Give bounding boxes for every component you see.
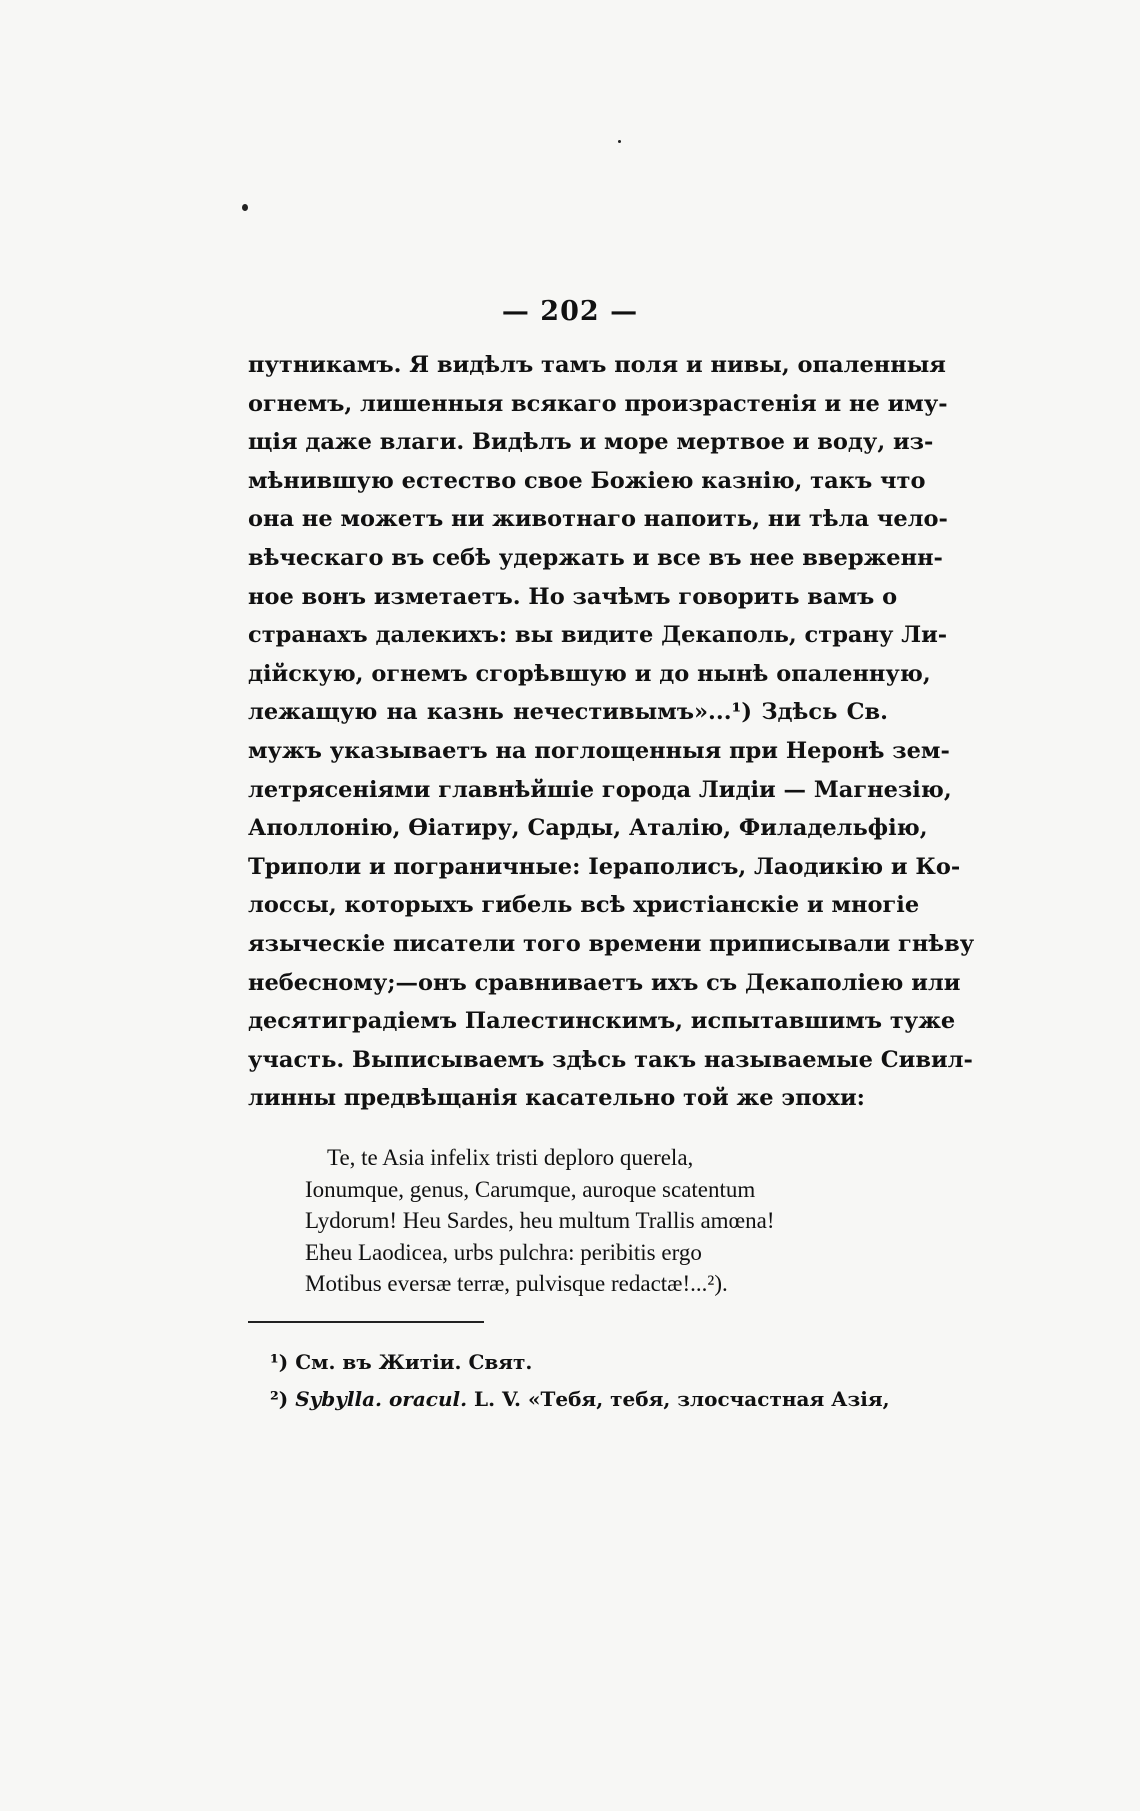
footnote-source-title: Sybylla. oracul.: [295, 1387, 468, 1411]
footnote-1: [270, 1344, 890, 1381]
footnote-marker: ²): [270, 1387, 289, 1411]
text-line: летрясеніями главнѣйшіе города Лидіи — Магнезію,: [248, 776, 952, 803]
page-number: — 202 —: [501, 296, 639, 327]
verse-line: Ionumque, genus, Carumque, auroque scatentum: [305, 1176, 756, 1202]
text-line: участь. Выписываемъ здѣсь такъ называемые Сивил-: [248, 1046, 973, 1073]
verse-line: Motibus eversæ terræ, pulvisque redactæ!...²).: [305, 1271, 728, 1297]
text-line: лоссы, которыхъ гибель всѣ христіанскіе и многіе: [248, 892, 920, 919]
text-line: лежащую на казнь нечестивымъ»...¹) Здѣсь Св.: [248, 699, 888, 726]
footnote-divider: [248, 1321, 484, 1323]
text-line: путникамъ. Я видѣлъ тамъ поля и нивы, опаленныя: [248, 352, 946, 378]
footnotes: [270, 1344, 890, 1418]
text-line: щія даже влаги. Видѣлъ и море мертвое и воду, из-: [248, 429, 934, 456]
latin-verse: [305, 1142, 775, 1300]
text-line: Аполлонію, Ѳіатиру, Сарды, Аталію, Филадельфію,: [248, 815, 928, 842]
text-line: она не можетъ ни животнаго напоить, ни тѣла чело-: [248, 506, 948, 533]
print-speck: [242, 204, 248, 211]
verse-line: Te, te Asia infelix tristi deploro querela,: [327, 1145, 694, 1170]
main-text: [248, 346, 975, 1118]
text-line: огнемъ, лишенныя всякаго произрастенія и не иму-: [248, 390, 948, 417]
text-line: десятиградіемъ Палестинскимъ, испытавшимъ туже: [248, 1008, 956, 1035]
verse-line: Lydorum! Heu Sardes, heu multum Trallis amœna!: [305, 1208, 775, 1234]
text-line: небесному;—онъ сравниваетъ ихъ съ Декаполіею или: [248, 969, 961, 996]
text-line: странахъ далекихъ: вы видите Декаполь, страну Ли-: [248, 622, 948, 649]
print-speck: [618, 140, 621, 143]
text-line: мѣнившую естество свое Божіею казнію, такъ что: [248, 467, 926, 494]
footnote-2: [270, 1381, 890, 1418]
text-line: мужъ указываетъ на поглощенныя при Неронѣ зем-: [248, 737, 950, 764]
text-line: языческіе писатели того времени приписывали гнѣву: [248, 930, 975, 957]
text-line: Триполи и пограничные: Іераполисъ, Лаодикію и Ко-: [248, 853, 961, 880]
footnote-marker: ¹): [270, 1350, 289, 1374]
verse-line: Eheu Laodicea, urbs pulchra: peribitis ergo: [305, 1239, 702, 1265]
footnote-text: L. V. «Тебя, тебя, злосчастная Азія,: [474, 1387, 890, 1411]
text-line: линны предвѣщанія касательно той же эпохи:: [248, 1085, 865, 1112]
text-line: вѣческаго въ себѣ удержать и все въ нее вверженн-: [248, 544, 943, 571]
text-line: дійскую, огнемъ сгорѣвшую и до нынѣ опаленную,: [248, 660, 931, 687]
footnote-text: См. въ Житіи. Свят.: [295, 1350, 533, 1374]
text-line: ное вонъ изметаетъ. Но зачѣмъ говорить вамъ о: [248, 583, 898, 610]
